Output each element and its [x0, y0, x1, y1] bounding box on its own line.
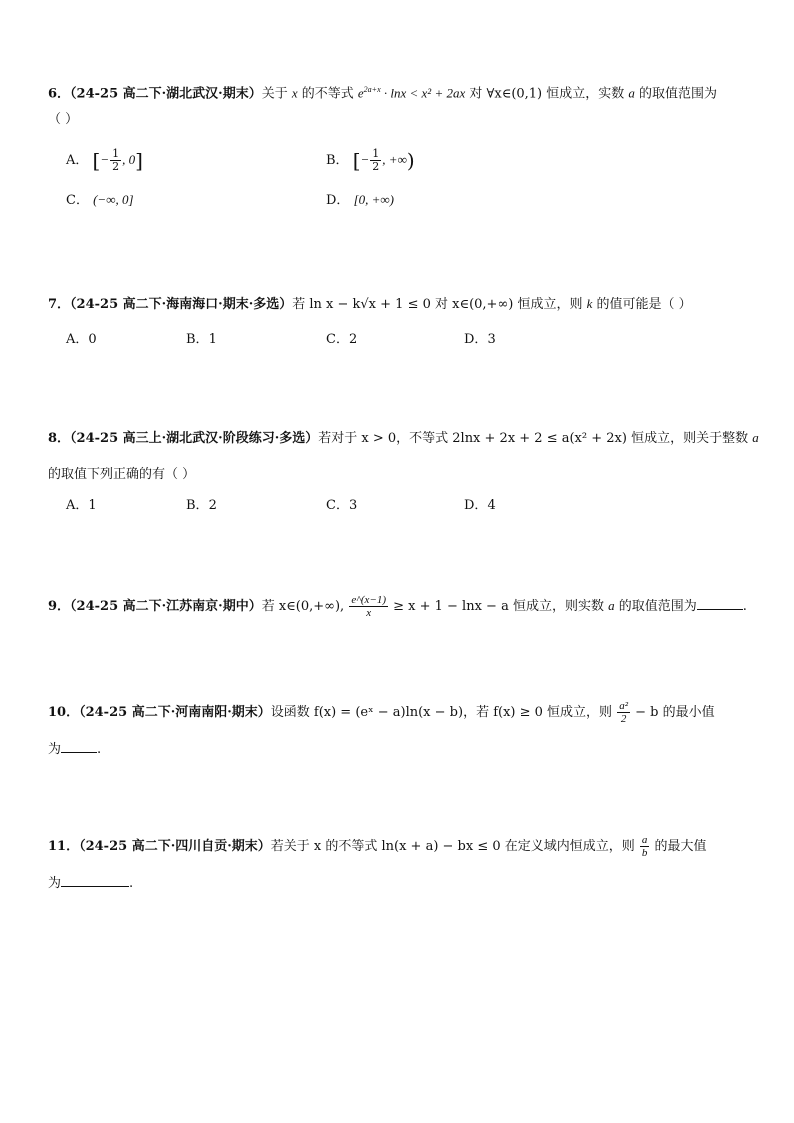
question-source: （24-25 高二下·湖北武汉·期末） [70, 86, 262, 102]
question-7-option-a[interactable]: A．0 [66, 332, 97, 347]
question-10-line2: 为 . [48, 738, 101, 760]
question-6-option-a[interactable]: A． [− $\frac{1}{2}$ , 0] [66, 147, 143, 173]
question-11-stem: 11．（24-25 高二下·四川自贡·期末）若关于 x 的不等式 ln(x + a) − bx ≤ 0 在定义域内恒成立，则 $\frac{a}{b}$ 的最大值 [48, 834, 707, 859]
question-7-option-d[interactable]: D．3 [464, 332, 496, 347]
question-8-line2: 的取值下列正确的有（ ） [48, 467, 196, 482]
question-7-stem: 7．（24-25 高二下·海南海口·期末·多选）若 ln x − k√x + 1 ≤ 0 对 x∈(0,+∞) 恒成立，则 k 的值可能是（ ） [48, 296, 692, 312]
fraction: $\frac{e\^{}(x-1)}{x}$ [351, 594, 386, 619]
question-6-stem: 6．（24-25 高二下·湖北武汉·期末）关于 x 的不等式 $e^{2a+x} \cdot \ln x < x^2 + 2ax$ 对 ∀x∈(0,1) 恒成立，实数 a 的取值范围为 [48, 85, 718, 102]
question-9-stem: 9．（24-25 高二下·江苏南京·期中）若 x∈(0,+∞), $\frac{e\^{}(x-1)}{x}$ ≥ x + 1 − lnx − a 恒成立，则实数 a 的取值范围为 . [48, 594, 747, 619]
answer-blank[interactable] [61, 738, 97, 753]
question-6-option-d[interactable]: D． [0, +∞) [326, 192, 395, 208]
question-8-stem: 8．（24-25 高三上·湖北武汉·阶段练习·多选）若对于 x > 0，不等式 2lnx + 2x + 2 ≤ a(x² + 2x) 恒成立，则关于整数 a [48, 430, 759, 446]
fraction: $\frac{a}{b}$ [641, 834, 648, 859]
answer-blank[interactable] [61, 872, 129, 887]
fraction: $\frac{\text{a²}}{2}$ [619, 700, 628, 725]
question-7-option-b[interactable]: B．1 [186, 332, 217, 347]
question-6-option-b[interactable]: B． [− $\frac{1}{2}$ , +∞) [326, 147, 415, 173]
question-8-option-d[interactable]: D．4 [464, 498, 496, 513]
question-10-stem: 10．（24-25 高二下·河南南阳·期末）设函数 f(x) = (eˣ − a)ln(x − b)，若 f(x) ≥ 0 恒成立，则 $\frac{\text{a²}}{2}$ − b 的最小值 [48, 700, 715, 725]
question-6-paren: （ ） [48, 112, 79, 127]
question-number: 6． [48, 86, 71, 102]
question-6-option-c[interactable]: C． (−∞, 0] [66, 192, 134, 208]
question-11-line2: 为 . [48, 872, 133, 894]
question-8-option-c[interactable]: C．3 [326, 498, 358, 513]
question-7-option-c[interactable]: C．2 [326, 332, 358, 347]
question-8-option-b[interactable]: B．2 [186, 498, 217, 513]
question-8-option-a[interactable]: A．1 [66, 498, 97, 513]
answer-blank[interactable] [697, 595, 743, 610]
